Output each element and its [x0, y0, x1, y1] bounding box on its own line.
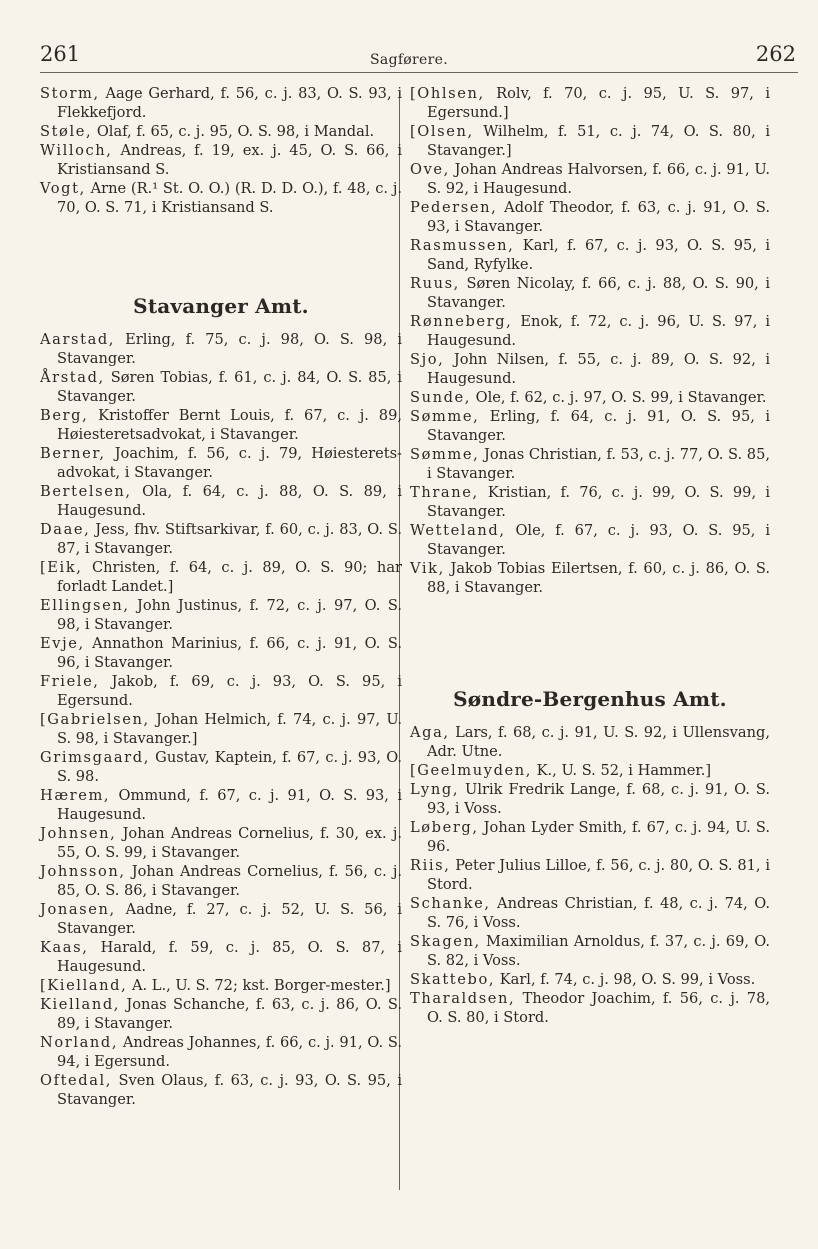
entry-details: Christen, f. 64, c. j. 89, O. S. 90; har forladt Landet.]	[57, 559, 402, 595]
entry-name: Sømme,	[410, 408, 480, 425]
section-title-sondre-bergenhus: Søndre-Bergenhus Amt.	[453, 687, 727, 711]
page-header	[0, 0, 818, 80]
page-number-left: 261	[40, 42, 81, 66]
entry-name: Ellingsen,	[40, 597, 130, 614]
entry-details: Sven Olaus, f. 63, c. j. 93, O. S. 95, i Stavanger.	[57, 1072, 402, 1108]
entry-name: Aga,	[410, 724, 450, 741]
entry-name: Wetteland,	[410, 522, 506, 539]
entry-details: Søren Nicolay, f. 66, c. j. 88, O. S. 90, i Stavanger.	[427, 275, 770, 311]
entry-details: Ole, f. 62, c. j. 97, O. S. 99, i Stavanger.	[471, 389, 767, 406]
entry-name: [Geelmuyden,	[410, 762, 532, 779]
entry-name: Sjo,	[410, 351, 445, 368]
entry-details: Johan Lyder Smith, f. 67, c. j. 94, U. S. 96.	[427, 819, 770, 855]
list-item	[40, 179, 402, 217]
entry-details: Gustav, Kaptein, f. 67, c. j. 93, O. S. 98.	[57, 749, 402, 785]
entry-details: Olaf, f. 65, c. j. 95, O. S. 98, i Mandal.	[92, 123, 375, 140]
entry-details: Jonas Schanche, f. 63, c. j. 86, O. S. 89, i Stavanger.	[57, 996, 402, 1032]
entry-name: Bertelsen,	[40, 483, 132, 500]
entry-list-stavanger	[40, 330, 402, 1109]
entry-name: [Kielland,	[40, 977, 128, 994]
list-item	[410, 198, 770, 236]
entry-name: [Olsen,	[410, 123, 474, 140]
list-item	[410, 312, 770, 350]
entry-name: Oftedal,	[40, 1072, 113, 1089]
entry-details: Peter Julius Lilloe, f. 56, c. j. 80, O. S. 81, i Stord.	[427, 857, 770, 893]
entry-details: Andreas Christian, f. 48, c. j. 74, O. S. 76, i Voss.	[427, 895, 770, 931]
list-item	[40, 995, 402, 1033]
entry-name: [Eik,	[40, 559, 83, 576]
list-item	[410, 122, 770, 160]
list-item	[40, 634, 402, 672]
entry-name: Willoch,	[40, 142, 113, 159]
entry-list-top	[40, 84, 402, 217]
entry-details: John Justinus, f. 72, c. j. 97, O. S. 98, i Stavanger.	[57, 597, 402, 633]
list-item	[40, 330, 402, 368]
list-item	[410, 856, 770, 894]
entry-details: Kristoffer Bernt Louis, f. 67, c. j. 89, Høiesteretsadvokat, i Stavanger.	[57, 407, 402, 443]
running-title: Sagførere.	[370, 52, 448, 68]
list-item	[410, 236, 770, 274]
entry-name: Ruus,	[410, 275, 460, 292]
list-item	[40, 1071, 402, 1109]
page-number-right: 262	[755, 42, 796, 66]
entry-name: Grimsgaard,	[40, 749, 150, 766]
entry-details: Erling, f. 75, c. j. 98, O. S. 98, i Stavanger.	[57, 331, 402, 367]
entry-details: Annathon Marinius, f. 66, c. j. 91, O. S. 96, i Stavanger.	[57, 635, 402, 671]
list-item	[410, 274, 770, 312]
entry-name: Berg,	[40, 407, 89, 424]
entry-details: Kristian, f. 76, c. j. 99, O. S. 99, i Stavanger.	[427, 484, 770, 520]
list-item	[40, 84, 402, 122]
list-item	[410, 761, 770, 780]
entry-details: Jakob Tobias Eilertsen, f. 60, c. j. 86, O. S. 88, i Stavanger.	[427, 560, 770, 596]
entry-name: Norland,	[40, 1034, 119, 1051]
entry-details: Enok, f. 72, c. j. 96, U. S. 97, i Haugesund.	[427, 313, 770, 349]
entry-details: A. L., U. S. 72; kst. Borger-mester.]	[127, 977, 391, 994]
entry-name: [Ohlsen,	[410, 85, 485, 102]
list-item	[410, 780, 770, 818]
list-item	[40, 786, 402, 824]
list-item	[410, 970, 770, 989]
right-column	[410, 84, 770, 1027]
entry-details: Jess, fhv. Stiftsarkivar, f. 60, c. j. 83, O. S. 87, i Stavanger.	[57, 521, 402, 557]
entry-details: Wilhelm, f. 51, c. j. 74, O. S. 80, i Stavanger.]	[427, 123, 770, 159]
list-item	[410, 894, 770, 932]
list-item	[40, 520, 402, 558]
list-item	[40, 672, 402, 710]
entry-name: Pedersen,	[410, 199, 498, 216]
entry-details: Jonas Christian, f. 53, c. j. 77, O. S. 85, i Stavanger.	[427, 446, 770, 482]
list-item	[410, 989, 770, 1027]
list-item	[40, 976, 402, 995]
entry-details: Aage Gerhard, f. 56, c. j. 83, O. S. 93, i Flekkefjord.	[57, 85, 402, 121]
list-item	[410, 350, 770, 388]
entry-name: Riis,	[410, 857, 451, 874]
entry-name: Evje,	[40, 635, 85, 652]
list-item	[410, 84, 770, 122]
entry-name: Rønneberg,	[410, 313, 513, 330]
list-item	[40, 122, 402, 141]
entry-name: Jonasen,	[40, 901, 116, 918]
entry-details: Ommund, f. 67, c. j. 91, O. S. 93, i Haugesund.	[57, 787, 402, 823]
entry-name: Lyng,	[410, 781, 460, 798]
entry-name: Ove,	[410, 161, 450, 178]
entry-name: Skagen,	[410, 933, 481, 950]
entry-details: Ulrik Fredrik Lange, f. 68, c. j. 91, O. S. 93, i Voss.	[427, 781, 770, 817]
entry-details: Johan Helmich, f. 74, c. j. 97, U. S. 98, i Stavanger.]	[57, 711, 402, 747]
entry-name: Skattebo,	[410, 971, 496, 988]
entry-name: Kielland,	[40, 996, 121, 1013]
entry-name: Daae,	[40, 521, 91, 538]
list-item	[40, 938, 402, 976]
list-item	[410, 388, 770, 407]
list-item	[410, 559, 770, 597]
list-item	[40, 1033, 402, 1071]
list-item	[40, 862, 402, 900]
entry-name: Johnsson,	[40, 863, 126, 880]
list-item	[40, 482, 402, 520]
list-item	[40, 444, 402, 482]
list-item	[40, 748, 402, 786]
entry-name: Sømme,	[410, 446, 480, 463]
entry-name: Friele,	[40, 673, 100, 690]
list-item	[40, 141, 402, 179]
entry-details: Erling, f. 64, c. j. 91, O. S. 95, i Stavanger.	[427, 408, 770, 444]
entry-list-stavanger-cont	[410, 84, 770, 597]
entry-details: Rolv, f. 70, c. j. 95, U. S. 97, i Egersund.]	[427, 85, 770, 121]
entry-name: Hærem,	[40, 787, 111, 804]
entry-details: John Nilsen, f. 55, c. j. 89, O. S. 92, i Haugesund.	[427, 351, 770, 387]
list-item	[410, 723, 770, 761]
entry-details: Aadne, f. 27, c. j. 52, U. S. 56, i Stavanger.	[57, 901, 402, 937]
entry-details: Adolf Theodor, f. 63, c. j. 91, O. S. 93, i Stavanger.	[427, 199, 770, 235]
list-item	[40, 368, 402, 406]
list-item	[410, 818, 770, 856]
entry-details: Ole, f. 67, c. j. 93, O. S. 95, i Stavanger.	[427, 522, 770, 558]
list-item	[410, 521, 770, 559]
entry-name: [Gabrielsen,	[40, 711, 150, 728]
list-item	[40, 406, 402, 444]
list-item	[40, 558, 402, 596]
list-item	[410, 932, 770, 970]
entry-name: Johnsen,	[40, 825, 117, 842]
entry-name: Årstad,	[40, 369, 105, 386]
entry-details: Jakob, f. 69, c. j. 93, O. S. 95, i Egersund.	[57, 673, 402, 709]
entry-details: Karl, f. 74, c. j. 98, O. S. 99, i Voss.	[495, 971, 756, 988]
entry-name: Aarstad,	[40, 331, 116, 348]
entry-details: Andreas, f. 19, ex. j. 45, O. S. 66, i Kristiansand S.	[57, 142, 402, 178]
entry-details: Søren Tobias, f. 61, c. j. 84, O. S. 85, i Stavanger.	[57, 369, 402, 405]
list-item	[40, 710, 402, 748]
list-item	[40, 596, 402, 634]
list-item	[410, 483, 770, 521]
entry-details: Maximilian Arnoldus, f. 37, c. j. 69, O. S. 82, i Voss.	[427, 933, 770, 969]
section-title-stavanger: Stavanger Amt.	[133, 294, 309, 318]
entry-list-sondre-bergenhus	[410, 723, 770, 1027]
entry-name: Tharaldsen,	[410, 990, 516, 1007]
entry-name: Løberg,	[410, 819, 479, 836]
entry-details: Joachim, f. 56, c. j. 79, Høiesterets-advokat, i Stavanger.	[57, 445, 402, 481]
entry-details: Ola, f. 64, c. j. 88, O. S. 89, i Haugesund.	[57, 483, 402, 519]
entry-details: K., U. S. 52, i Hammer.]	[532, 762, 712, 779]
entry-name: Thrane,	[410, 484, 479, 501]
header-rule	[40, 72, 798, 73]
entry-details: Theodor Joachim, f. 56, c. j. 78, O. S. 80, i Stord.	[427, 990, 770, 1026]
list-item	[40, 900, 402, 938]
entry-name: Kaas,	[40, 939, 89, 956]
entry-details: Johan Andreas Cornelius, f. 56, c. j. 85, O. S. 86, i Stavanger.	[57, 863, 402, 899]
entry-details: Lars, f. 68, c. j. 91, U. S. 92, i Ullensvang, Adr. Utne.	[427, 724, 770, 760]
list-item	[40, 824, 402, 862]
entry-details: Andreas Johannes, f. 66, c. j. 91, O. S. 94, i Egersund.	[57, 1034, 402, 1070]
entry-details: Johan Andreas Cornelius, f. 30, ex. j. 55, O. S. 99, i Stavanger.	[57, 825, 402, 861]
left-column	[40, 84, 402, 1109]
entry-name: Støle,	[40, 123, 93, 140]
entry-details: Arne (R.¹ St. O. O.) (R. D. D. O.), f. 48, c. j. 70, O. S. 71, i Kristiansand S.	[57, 180, 402, 216]
entry-details: Johan Andreas Halvorsen, f. 66, c. j. 91, U. S. 92, i Haugesund.	[427, 161, 770, 197]
entry-details: Karl, f. 67, c. j. 93, O. S. 95, i Sand, Ryfylke.	[427, 237, 770, 273]
entry-name: Sunde,	[410, 389, 472, 406]
entry-name: Berner,	[40, 445, 106, 462]
entry-details: Harald, f. 59, c. j. 85, O. S. 87, i Haugesund.	[57, 939, 402, 975]
list-item	[410, 407, 770, 445]
entry-name: Rasmussen,	[410, 237, 515, 254]
entry-name: Vogt,	[40, 180, 86, 197]
entry-name: Vik,	[410, 560, 445, 577]
entry-name: Storm,	[40, 85, 100, 102]
list-item	[410, 445, 770, 483]
list-item	[410, 160, 770, 198]
entry-name: Schanke,	[410, 895, 491, 912]
